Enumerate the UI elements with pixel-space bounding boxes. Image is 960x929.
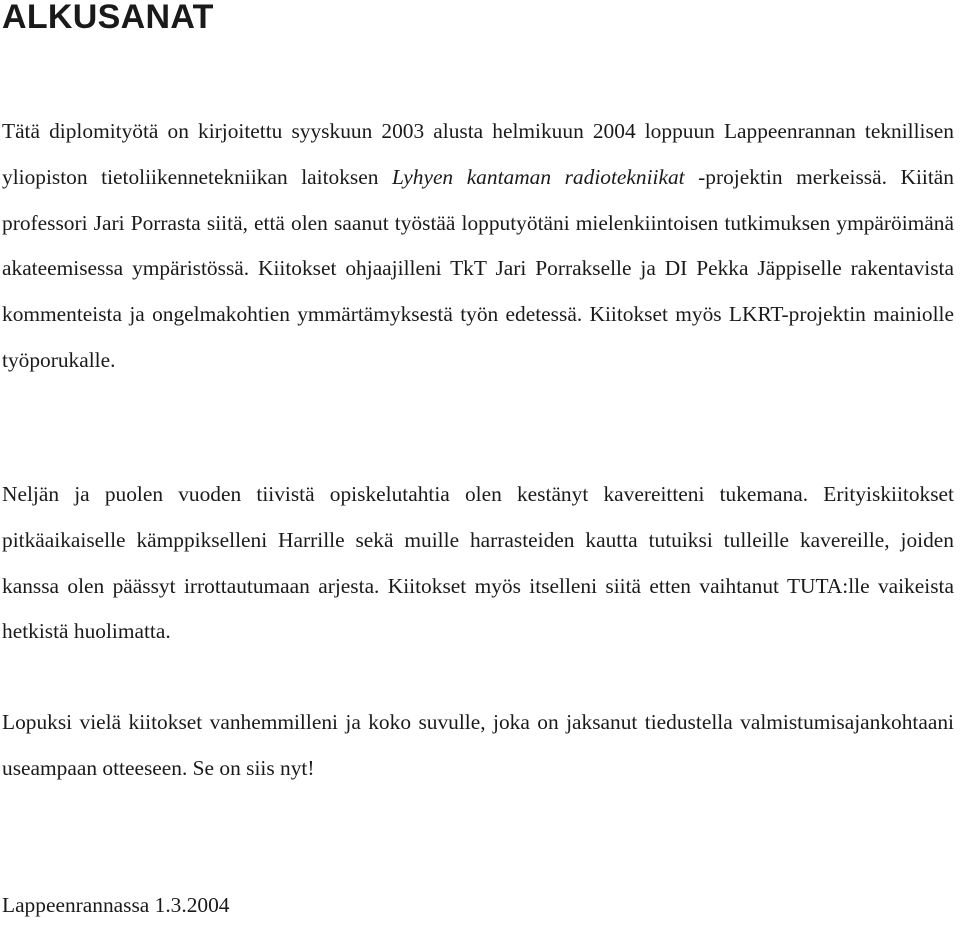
page-title: ALKUSANAT: [2, 0, 214, 36]
paragraph-friends-acknowledgement: Neljän ja puolen vuoden tiivistä opiskelutahtia olen kestänyt kavereitteni tukemana. Erityiskiitokset pitkäaikaiselle kämppikselleni Harrille sekä muille harrasteiden kautta tutuiksi tulleille kavereille, joiden kanssa olen päässyt irrottautumaan arjesta. Kiitokset myös itselleni siitä etten vaihtanut TUTA:lle vaikeista hetkistä huolimatta.: [2, 482, 954, 644]
place-and-date: Lappeenrannassa 1.3.2004: [2, 893, 230, 917]
paragraph-family-acknowledgement: Lopuksi vielä kiitokset vanhemmilleni ja koko suvulle, joka on jaksanut tiedustella valmistumisajankohtaani useampaan otteeseen. Se on siis nyt!: [2, 710, 954, 780]
project-name: Lyhyen kantaman radiotekniikat: [392, 164, 685, 189]
paragraph-1-text-start: Tätä diplomityötä on kirjoitettu syyskuun 2003 alusta helmikuun 2004 loppuun Lappeenrannan teknillisen yliopiston tietoliikennetekniikan laitoksen: [2, 119, 954, 189]
paragraph-thesis-acknowledgement: [2, 109, 954, 384]
paragraph-1-text-end: -projektin merkeissä. Kiitän professori Jari Porrasta siitä, että olen saanut työstää lopputyötäni mielenkiintoisen tutkimuksen ympäröimänä akateemisessa ympäristössä. Kiitokset ohjaajilleni TkT Jari Porrakselle ja DI Pekka Jäppiselle rakentavista kommenteista ja ongelmakohtien ymmärtämyksestä työn edetessä. Kiitokset myös LKRT-projektin mainiolle työporukalle.: [2, 164, 954, 372]
